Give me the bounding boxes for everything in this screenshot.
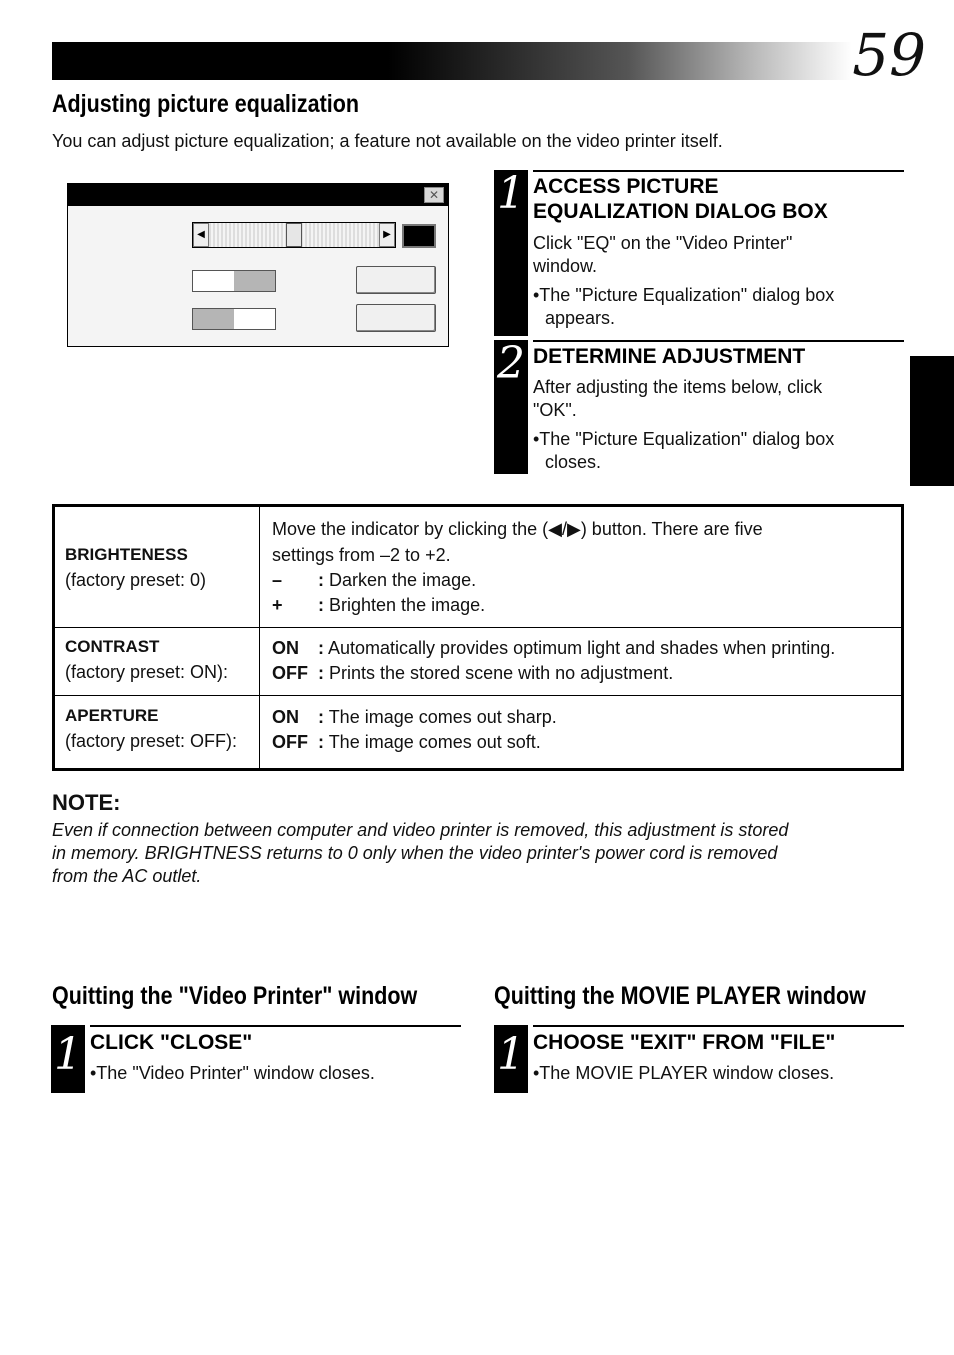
option-key: + [272, 595, 283, 615]
step-1-heading-line1: ACCESS PICTURE [533, 175, 719, 198]
option-text: Brighten the image. [329, 595, 486, 615]
step-2-bullet-line2: closes. [545, 452, 602, 472]
section-title-quit-video: Quitting the "Video Printer" window [52, 982, 418, 1010]
step-2-rule [533, 340, 904, 342]
brightness-desc-line2: settings from –2 to +2. [272, 545, 451, 565]
table-row-aperture [55, 695, 901, 769]
brightness-preset: (factory preset: 0) [65, 570, 207, 590]
section-title-quit-movie: Quitting the MOVIE PLAYER window [494, 982, 866, 1010]
contrast-toggle[interactable] [192, 270, 276, 292]
contrast-option-on [272, 636, 835, 661]
step-1-text-line2: window. [533, 256, 598, 276]
picture-equalization-dialog [67, 183, 449, 347]
table-cell-label [55, 507, 260, 627]
section-title-equalization: Adjusting picture equalization [52, 90, 359, 118]
step-2-number: 2 [497, 338, 525, 389]
header-bar [52, 42, 852, 80]
slider-right-arrow-icon[interactable]: ▶ [379, 223, 395, 247]
cancel-button[interactable] [356, 304, 436, 332]
option-key: – [272, 570, 283, 590]
quit-movie-step-marker [494, 1025, 528, 1093]
option-key: OFF [272, 732, 308, 752]
step-2-heading: DETERMINE ADJUSTMENT [533, 345, 806, 368]
brightness-slider[interactable] [192, 222, 396, 248]
option-key: OFF [272, 663, 308, 683]
step-2-marker [494, 340, 528, 474]
toggle-selected-segment [193, 309, 234, 329]
brightness-label: BRIGHTENESS [65, 545, 188, 564]
ok-button[interactable] [356, 266, 436, 294]
step-1-text-line1: Click "EQ" on the "Video Printer" [533, 233, 793, 253]
step-1-heading-line2: EQUALIZATION DIALOG BOX [533, 200, 828, 223]
quit-movie-heading: CHOOSE "EXIT" FROM "FILE" [533, 1031, 836, 1054]
step-2-content [533, 344, 904, 474]
quit-video-step-marker [51, 1025, 85, 1093]
step-1-number: 1 [497, 168, 525, 219]
quit-video-step-number: 1 [54, 1029, 82, 1080]
slider-thumb[interactable] [286, 223, 302, 247]
note-body [52, 819, 902, 888]
step-2-bullet-line1: •The "Picture Equalization" dialog box [533, 429, 835, 449]
step-2-text-line1: After adjusting the items below, click [533, 377, 823, 397]
table-cell-label [55, 628, 260, 696]
quit-video-bullet: •The "Video Printer" window closes. [90, 1063, 375, 1083]
note-line2: in memory. BRIGHTNESS returns to 0 only when the video printer's power cord is removed [52, 843, 778, 863]
option-text: Darken the image. [329, 570, 477, 590]
note-title: NOTE: [52, 790, 121, 815]
option-text: Automatically provides optimum light and shades when printing. [328, 638, 836, 658]
quit-movie-bullet: •The MOVIE PLAYER window closes. [533, 1063, 835, 1083]
close-icon[interactable]: ✕ [424, 187, 444, 203]
note-line3: from the AC outlet. [52, 866, 202, 886]
table-cell-label [55, 696, 260, 769]
intro-text: You can adjust picture equalization; a feature not available on the video printer itself. [52, 131, 723, 151]
brightness-option-brighten [272, 593, 485, 618]
table-cell-description [260, 628, 901, 696]
dialog-titlebar [68, 184, 448, 206]
table-row-brightness [55, 507, 901, 627]
option-text: Prints the stored scene with no adjustment. [329, 663, 674, 683]
step-1-marker [494, 170, 528, 336]
option-sep: : [318, 638, 324, 658]
step-1-bullet-line1: •The "Picture Equalization" dialog box [533, 285, 835, 305]
option-sep: : [318, 595, 324, 615]
aperture-label: APERTURE [65, 706, 159, 725]
brightness-desc-line1: Move the indicator by clicking the (◀/▶) button. There are five [272, 519, 763, 539]
option-sep: : [318, 570, 324, 590]
contrast-preset: (factory preset: ON): [65, 662, 229, 682]
quit-movie-rule [533, 1025, 904, 1027]
step-1-rule [533, 170, 904, 172]
option-key: ON [272, 638, 299, 658]
option-text: The image comes out soft. [328, 732, 541, 752]
quit-video-heading: CLICK "CLOSE" [90, 1031, 253, 1054]
step-2-text-line2: "OK". [533, 400, 577, 420]
quit-video-rule [90, 1025, 461, 1027]
contrast-label: CONTRAST [65, 637, 160, 656]
brightness-option-darken [272, 568, 476, 593]
toggle-selected-segment [234, 271, 275, 291]
settings-table [52, 504, 904, 771]
table-cell-description [260, 696, 901, 769]
option-key: ON [272, 707, 299, 727]
note-line1: Even if connection between computer and video printer is removed, this adjustment is stored [52, 820, 789, 840]
side-tab-marker [910, 356, 954, 486]
contrast-option-off [272, 661, 673, 686]
aperture-toggle[interactable] [192, 308, 276, 330]
brightness-preview-swatch [402, 224, 436, 248]
table-row-contrast [55, 627, 901, 696]
slider-left-arrow-icon[interactable]: ◀ [193, 223, 209, 247]
quit-movie-step-number: 1 [497, 1029, 525, 1080]
option-sep: : [318, 732, 324, 752]
aperture-preset: (factory preset: OFF): [65, 731, 238, 751]
aperture-option-on [272, 705, 557, 730]
option-sep: : [318, 663, 324, 683]
option-sep: : [318, 707, 324, 727]
table-cell-description [260, 507, 901, 627]
option-text: The image comes out sharp. [328, 707, 557, 727]
aperture-option-off [272, 730, 541, 755]
step-1-content [533, 174, 904, 330]
step-1-bullet-line2: appears. [545, 308, 616, 328]
page-number: 59 [852, 21, 926, 89]
